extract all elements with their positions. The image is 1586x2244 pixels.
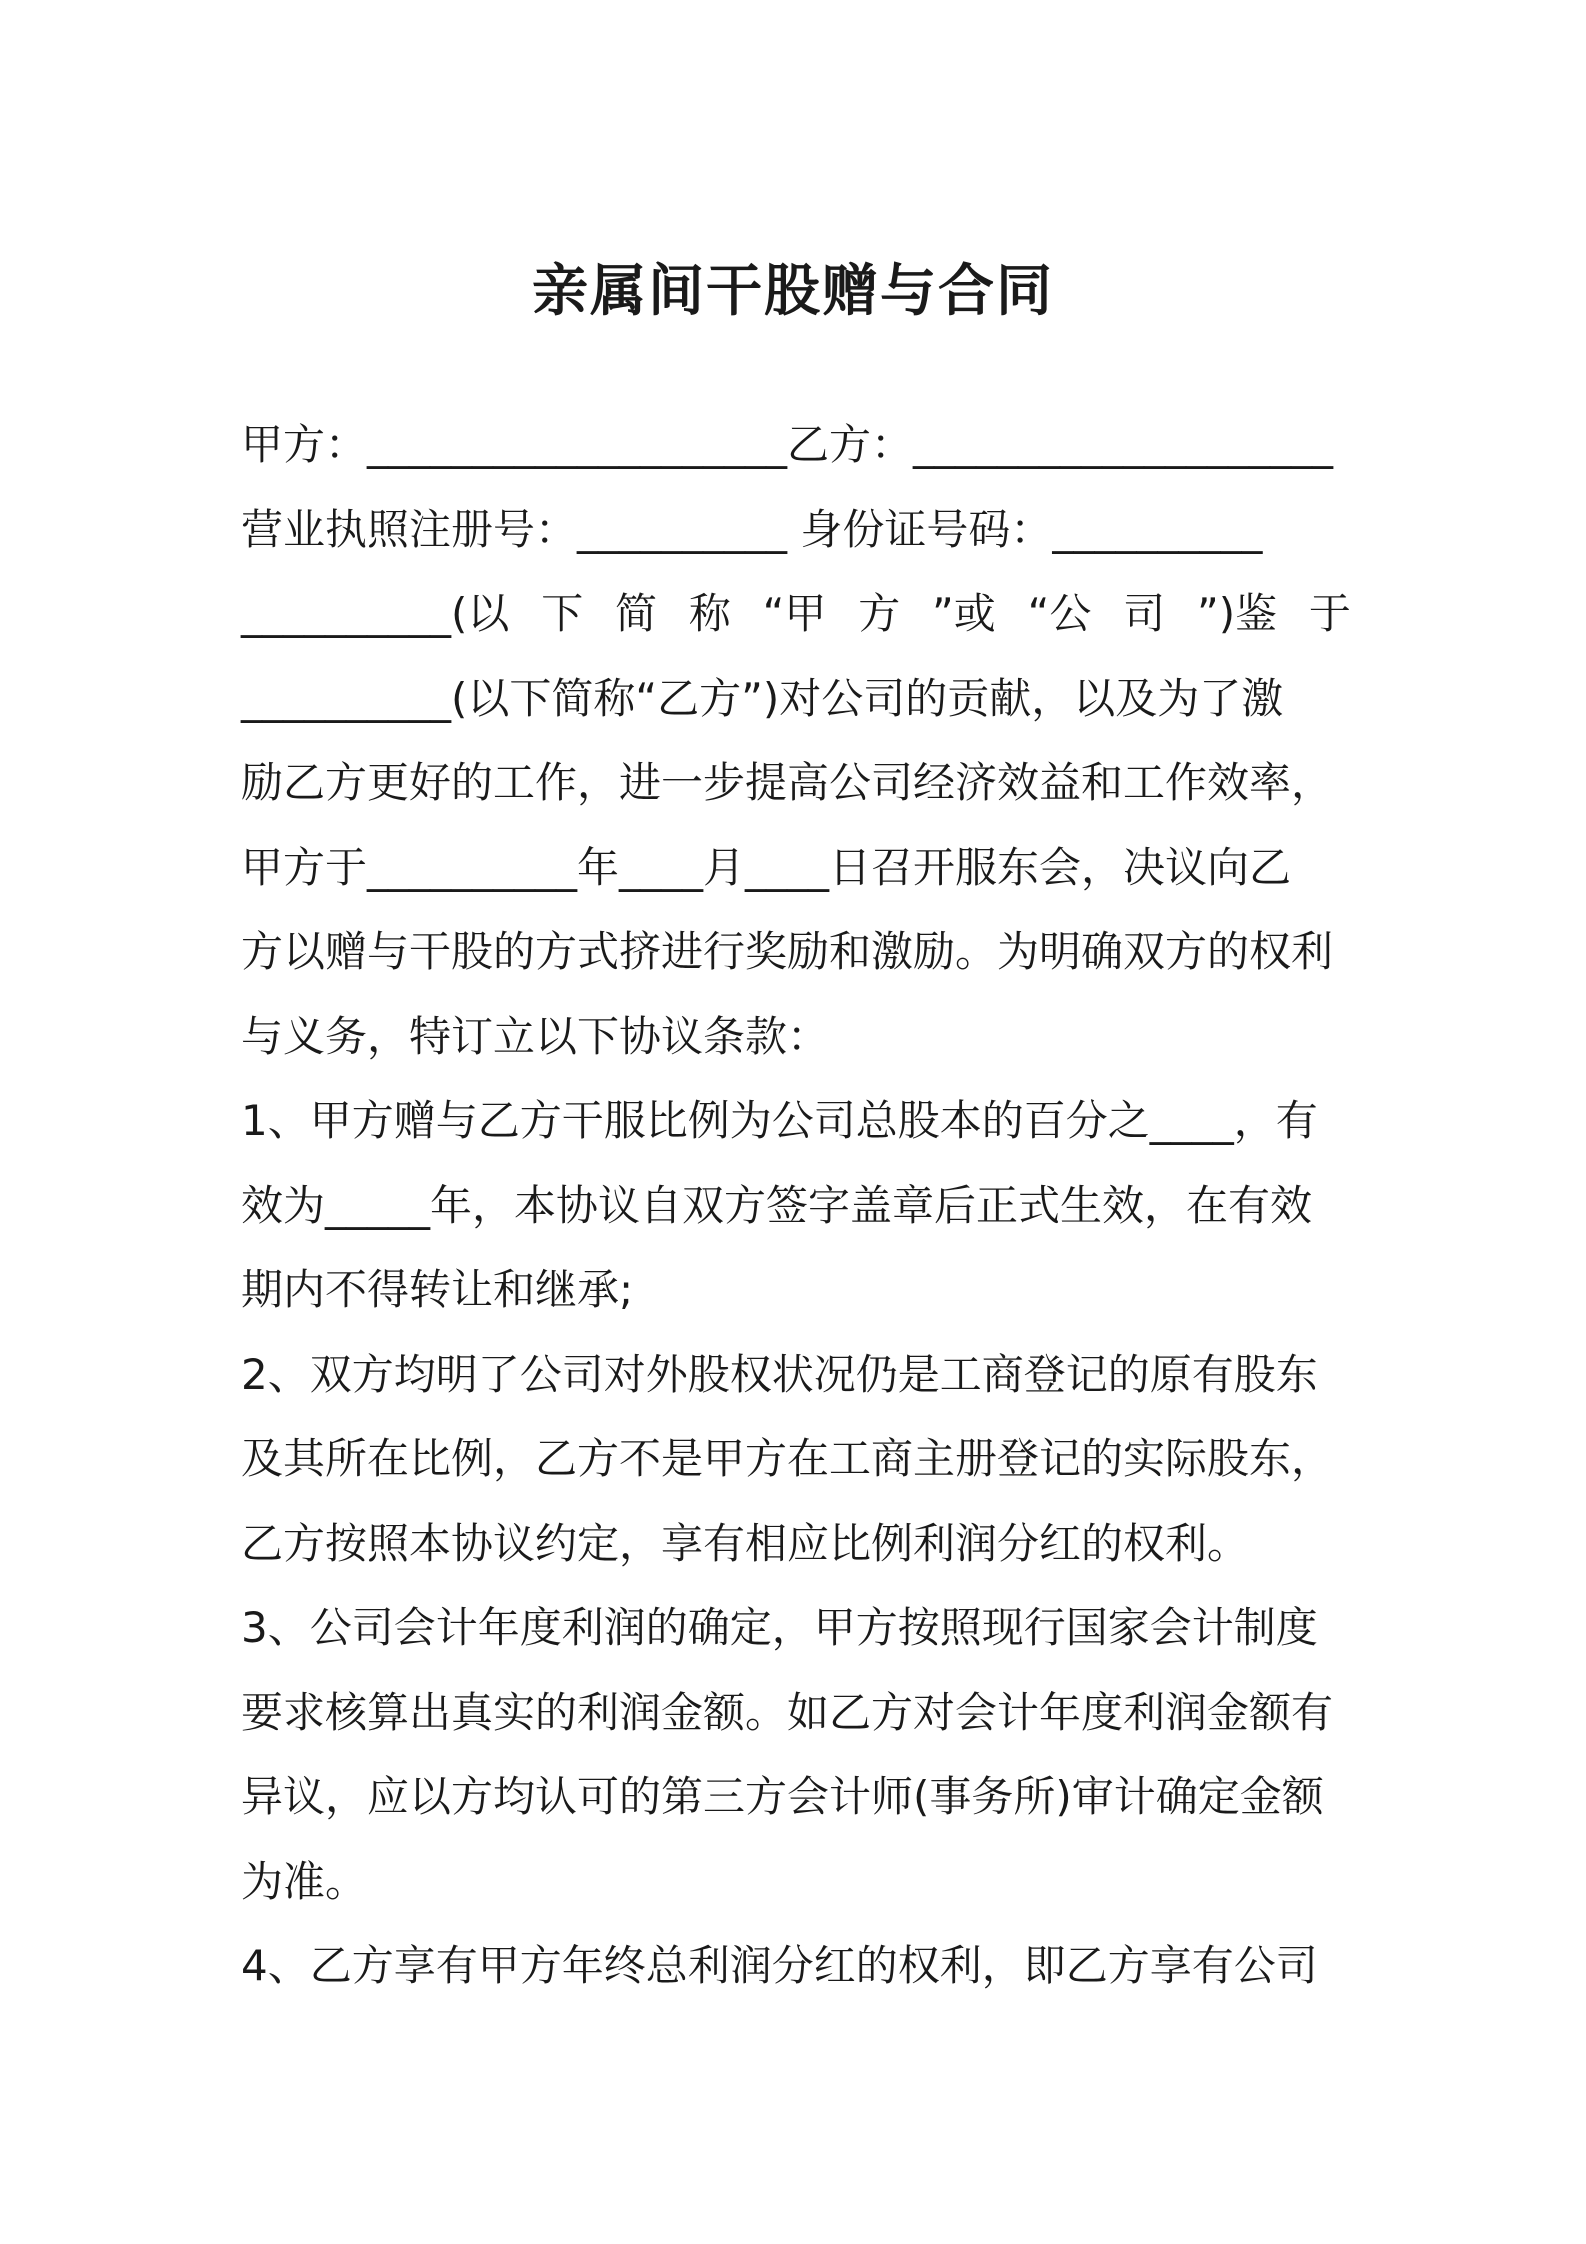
justified-fragment: ”或 — [932, 589, 996, 638]
text-line: 甲方于__________年____月____日召开服东会，决议向乙 — [241, 843, 1292, 892]
justified-fragment: 方 — [858, 589, 901, 638]
clause-1-line: 效为_____年，本协议自双方签字盖章后正式生效，在有效 — [241, 1181, 1313, 1230]
clause-2-line: 乙方按照本协议约定，享有相应比例利润分红的权利。 — [241, 1519, 1250, 1568]
registration-line: 营业执照注册号：__________ 身份证号码：__________ — [241, 505, 1263, 554]
document-title: 亲属间干股赠与合同 — [532, 259, 1054, 324]
justified-line — [241, 584, 1351, 644]
justified-fragment: 于 — [1308, 589, 1351, 638]
justified-fragment: “公 — [1027, 589, 1092, 638]
clause-3-line: 要求核算出真实的利润金额。如乙方对会计年度利润金额有 — [241, 1688, 1334, 1737]
clause-3-line: 为准。 — [241, 1857, 368, 1906]
justified-fragment: 称 — [688, 589, 731, 638]
clause-1-line: 期内不得转让和继承; — [241, 1265, 634, 1314]
text-line: 与义务，特订立以下协议条款： — [241, 1012, 830, 1061]
justified-fragment: 下 — [541, 589, 584, 638]
clause-3-line: 3、公司会计年度利润的确定，甲方按照现行国家会计制度 — [241, 1603, 1318, 1652]
justified-fragment: 简 — [615, 589, 658, 638]
justified-fragment: 司 — [1123, 589, 1166, 638]
text-line: __________(以下简称“乙方”)对公司的贡献，以及为了激 — [241, 674, 1284, 723]
text-line: 方以赠与干股的方式挤进行奖励和激励。为明确双方的权利 — [241, 927, 1334, 976]
clause-3-line: 异议，应以方均认可的第三方会计师(事务所)审计确定金额 — [241, 1772, 1324, 1821]
justified-fragment: __________(以 — [241, 589, 510, 638]
clause-2-line: 2、双方均明了公司对外股权状况仍是工商登记的原有股东 — [241, 1350, 1318, 1399]
party-line: 甲方：____________________乙方：____________________ — [241, 420, 1334, 469]
clause-1-line: 1、甲方赠与乙方干服比例为公司总股本的百分之____，有 — [241, 1096, 1318, 1145]
justified-fragment: ”)鉴 — [1196, 589, 1278, 638]
clause-2-line: 及其所在比例，乙方不是甲方在工商主册登记的实际股东， — [241, 1434, 1334, 1483]
justified-fragment: “甲 — [762, 589, 827, 638]
clause-4-line: 4、乙方享有甲方年终总利润分红的权利，即乙方享有公司 — [241, 1941, 1318, 1990]
text-line: 励乙方更好的工作，进一步提高公司经济效益和工作效率， — [241, 758, 1334, 807]
